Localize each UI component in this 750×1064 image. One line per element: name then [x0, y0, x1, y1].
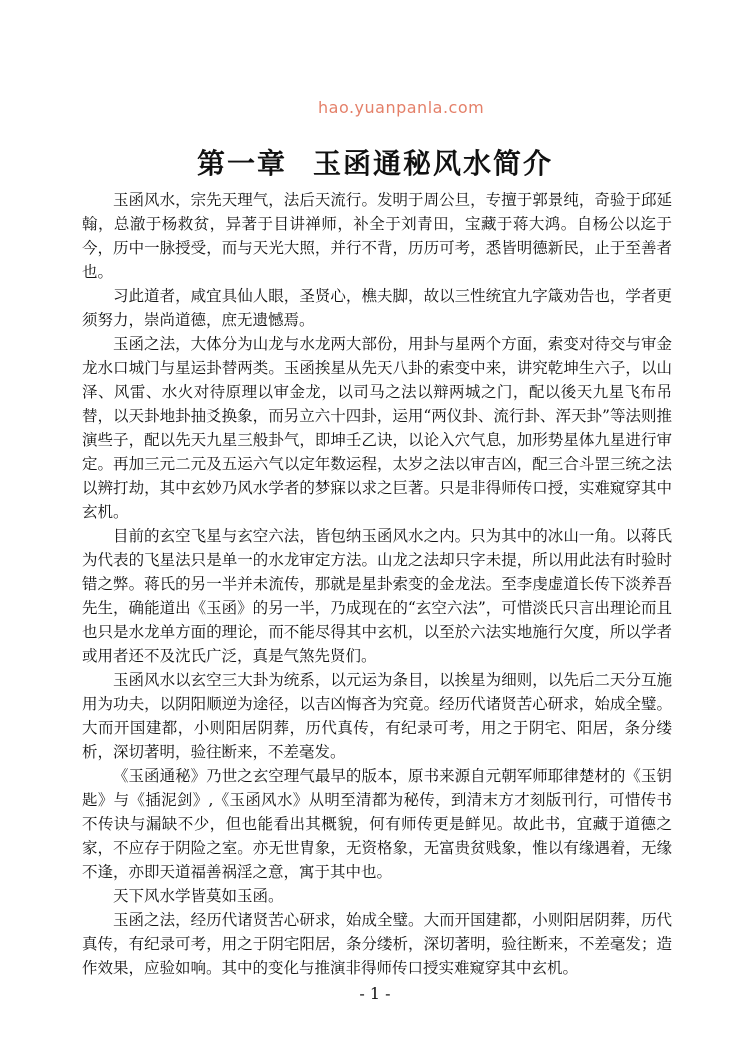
body-text	[82, 188, 672, 980]
watermark: hao.yuanpanla.com	[318, 98, 485, 117]
page-number: - 1 -	[359, 984, 391, 1003]
paragraph: 玉函之法，经历代诸贤苦心研求，始成全璧。大而开国建都，小则阳居阴葬，历代真传，有纪录可考，用之于阴宅阳居，条分缕析，深切著明，验往断来，不差毫发；造作效果，应验如响。其中的变化与推演非得师传口授实难窥穿其中玄机。	[82, 911, 672, 977]
paragraph: 玉函风水以玄空三大卦为统系，以元运为条目，以挨星为细则，以先后二天分互施用为功夫，以阴阳顺逆为途径，以吉凶悔吝为究竟。经历代诸贤苦心研求，始成全璧。大而开国建都，小则阳居阴葬，历代真传，有纪录可考，用之于阴宅、阳居，条分缕析，深切著明，验往断来，不差毫发。	[82, 671, 672, 761]
chapter-heading: 玉函通秘风水简介	[313, 147, 554, 180]
paragraph: 天下风水学皆莫如玉函。	[113, 887, 284, 905]
paragraph: 玉函风水，宗先天理气，法后天流行。发明于周公旦，专擅于郭景纯，奇验于邱延翰，总澈于杨救贫，异著于目讲禅师，补全于刘青田，宝藏于蒋大鸿。自杨公以迄于今，历中一脉授受，而与天光大照，并行不背，历历可考，悉皆明德新民，止于至善者也。	[82, 191, 672, 281]
paragraph: 玉函之法，大体分为山龙与水龙两大部份，用卦与星两个方面，索变对待交与审金龙水口城门与星运卦替两类。玉函挨星从先天八卦的索变中来，讲究乾坤生六子，以山泽、风雷、水火对待原理以审金龙，以司马之法以辩两城之门，配以後天九星飞布吊替，以天卦地卦抽爻换象，而另立六十四卦，运用“两仪卦、流行卦、浑天卦”等法则推演些子，配以先天九星三般卦气，即坤壬乙诀，以论入穴气息，加形势星体九星进行审定。再加三元二元及五运六气以定年数运程，太岁之法以审吉凶，配三合斗罡三统之法以辨打劫，其中玄妙乃风水学者的梦寐以求之巨著。只是非得师传口授，实难窥穿其中玄机。	[82, 335, 672, 521]
paragraph: 习此道者，咸宜具仙人眼，圣贤心，樵夫脚，故以三性统宜九字箴劝告也，学者更须努力，崇尚道德，庶无遗憾焉。	[82, 287, 672, 329]
paragraph: 目前的玄空飞星与玄空六法，皆包纳玉函风水之内。只为其中的冰山一角。以蒋氏为代表的飞星法只是单一的水龙审定方法。山龙之法却只字未提，所以用此法有时验时错之弊。蒋氏的另一半并未流传，那就是星卦索变的金龙法。至李虔虚道长传下淡养吾先生，确能道出《玉函》的另一半，乃成现在的“玄空六法”，可惜淡氏只言出理论而且也只是水龙单方面的理论，而不能尽得其中玄机，以至於六法实地施行欠度，所以学者或用者还不及沈氏广泛，真是气煞先贤们。	[82, 527, 672, 665]
chapter-number: 第一章	[196, 147, 287, 180]
paragraph: 《玉函通秘》乃世之玄空理气最早的版本，原书来源自元朝军师耶律楚材的《玉钥匙》与《插泥剑》,《玉函风水》从明至清都为秘传，到清末方才刻版刊行，可惜传书不传诀与漏缺不少，但也能看出其概貌，何有师传更是鲜见。故此书，宜藏于道德之家，不应存于阴险之室。亦无世胄象，无资格象，无富贵贫贱象，惟以有缘遇着，无缘不逢，亦即天道福善祸淫之意，寓于其中也。	[82, 767, 672, 881]
chapter-title	[0, 142, 750, 182]
